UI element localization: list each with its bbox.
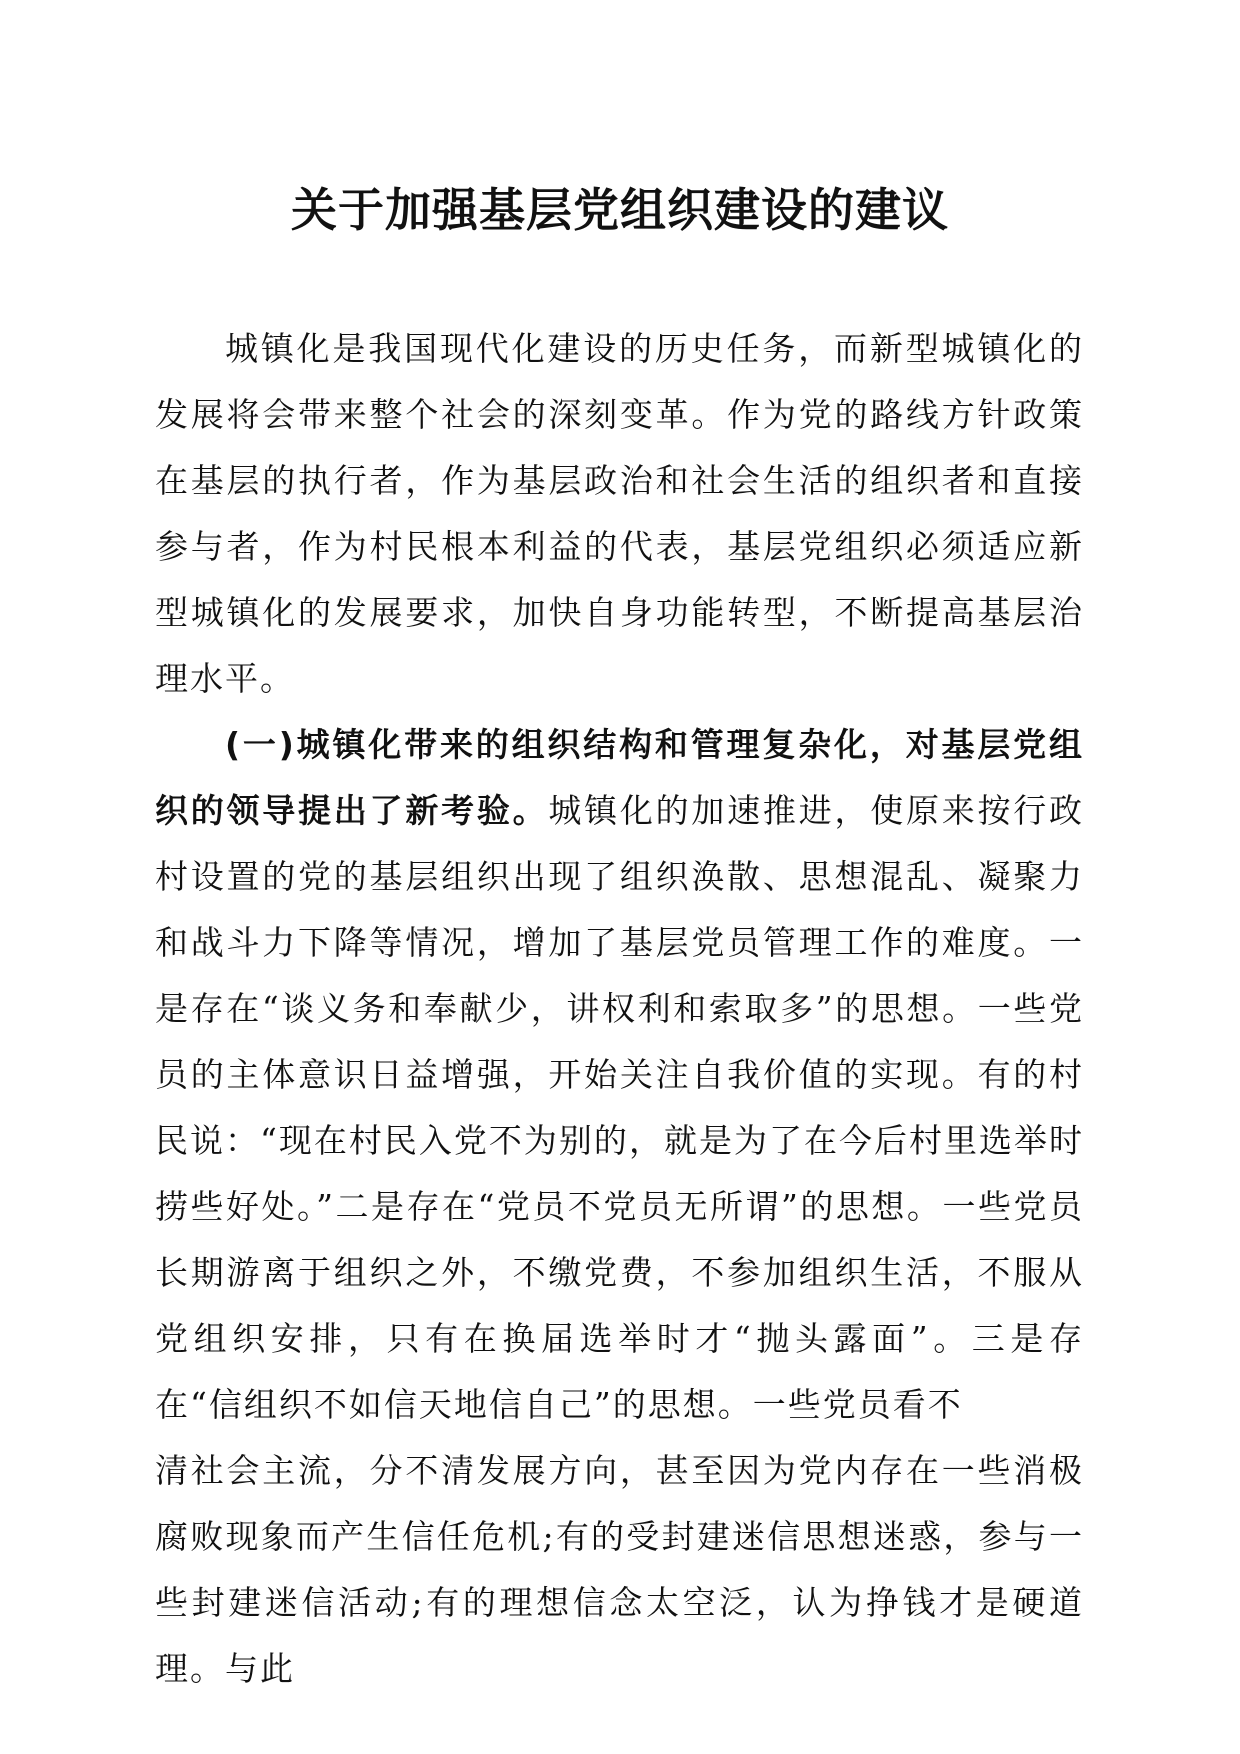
- document-body: [155, 316, 1084, 1702]
- paragraph-section-1: [155, 712, 1084, 1438]
- document-title: 关于加强基层党组织建设的建议: [291, 183, 949, 237]
- section-heading: (一)城镇化带来的组织结构和管理复杂化，对基层党组织的领导提出了新考验。: [155, 725, 1084, 830]
- paragraph-intro: [155, 316, 1084, 712]
- paragraph-continuation: [155, 1438, 1084, 1702]
- paragraph-text: 清社会主流，分不清发展方向，甚至因为党内存在一些消极腐败现象而产生信任危机;有的受封建迷信思想迷惑，参与一些封建迷信活动;有的理想信念太空泛，认为挣钱才是硬道理。与此: [155, 1451, 1084, 1688]
- paragraph-text: 城镇化的加速推进，使原来按行政村设置的党的基层组织出现了组织涣散、思想混乱、凝聚力和战斗力下降等情况，增加了基层党员管理工作的难度。一是存在“谈义务和奉献少，讲权利和索取多”的思想。一些党员的主体意识日益增强，开始关注自我价值的实现。有的村民说：“现在村民入党不为别的，就是为了在今后村里选举时捞些好处。”二是存在“党员不党员无所谓”的思想。一些党员长期游离于组织之外，不缴党费，不参加组织生活，不服从党组织安排，只有在换届选举时才“抛头露面”。三是存在“信组织不如信天地信自己”的思想。一些党员看不: [155, 791, 1085, 1424]
- paragraph-text: 城镇化是我国现代化建设的历史任务，而新型城镇化的发展将会带来整个社会的深刻变革。作为党的路线方针政策在基层的执行者，作为基层政治和社会生活的组织者和直接参与者，作为村民根本利益的代表，基层党组织必须适应新型城镇化的发展要求，加快自身功能转型，不断提高基层治理水平。: [155, 329, 1084, 698]
